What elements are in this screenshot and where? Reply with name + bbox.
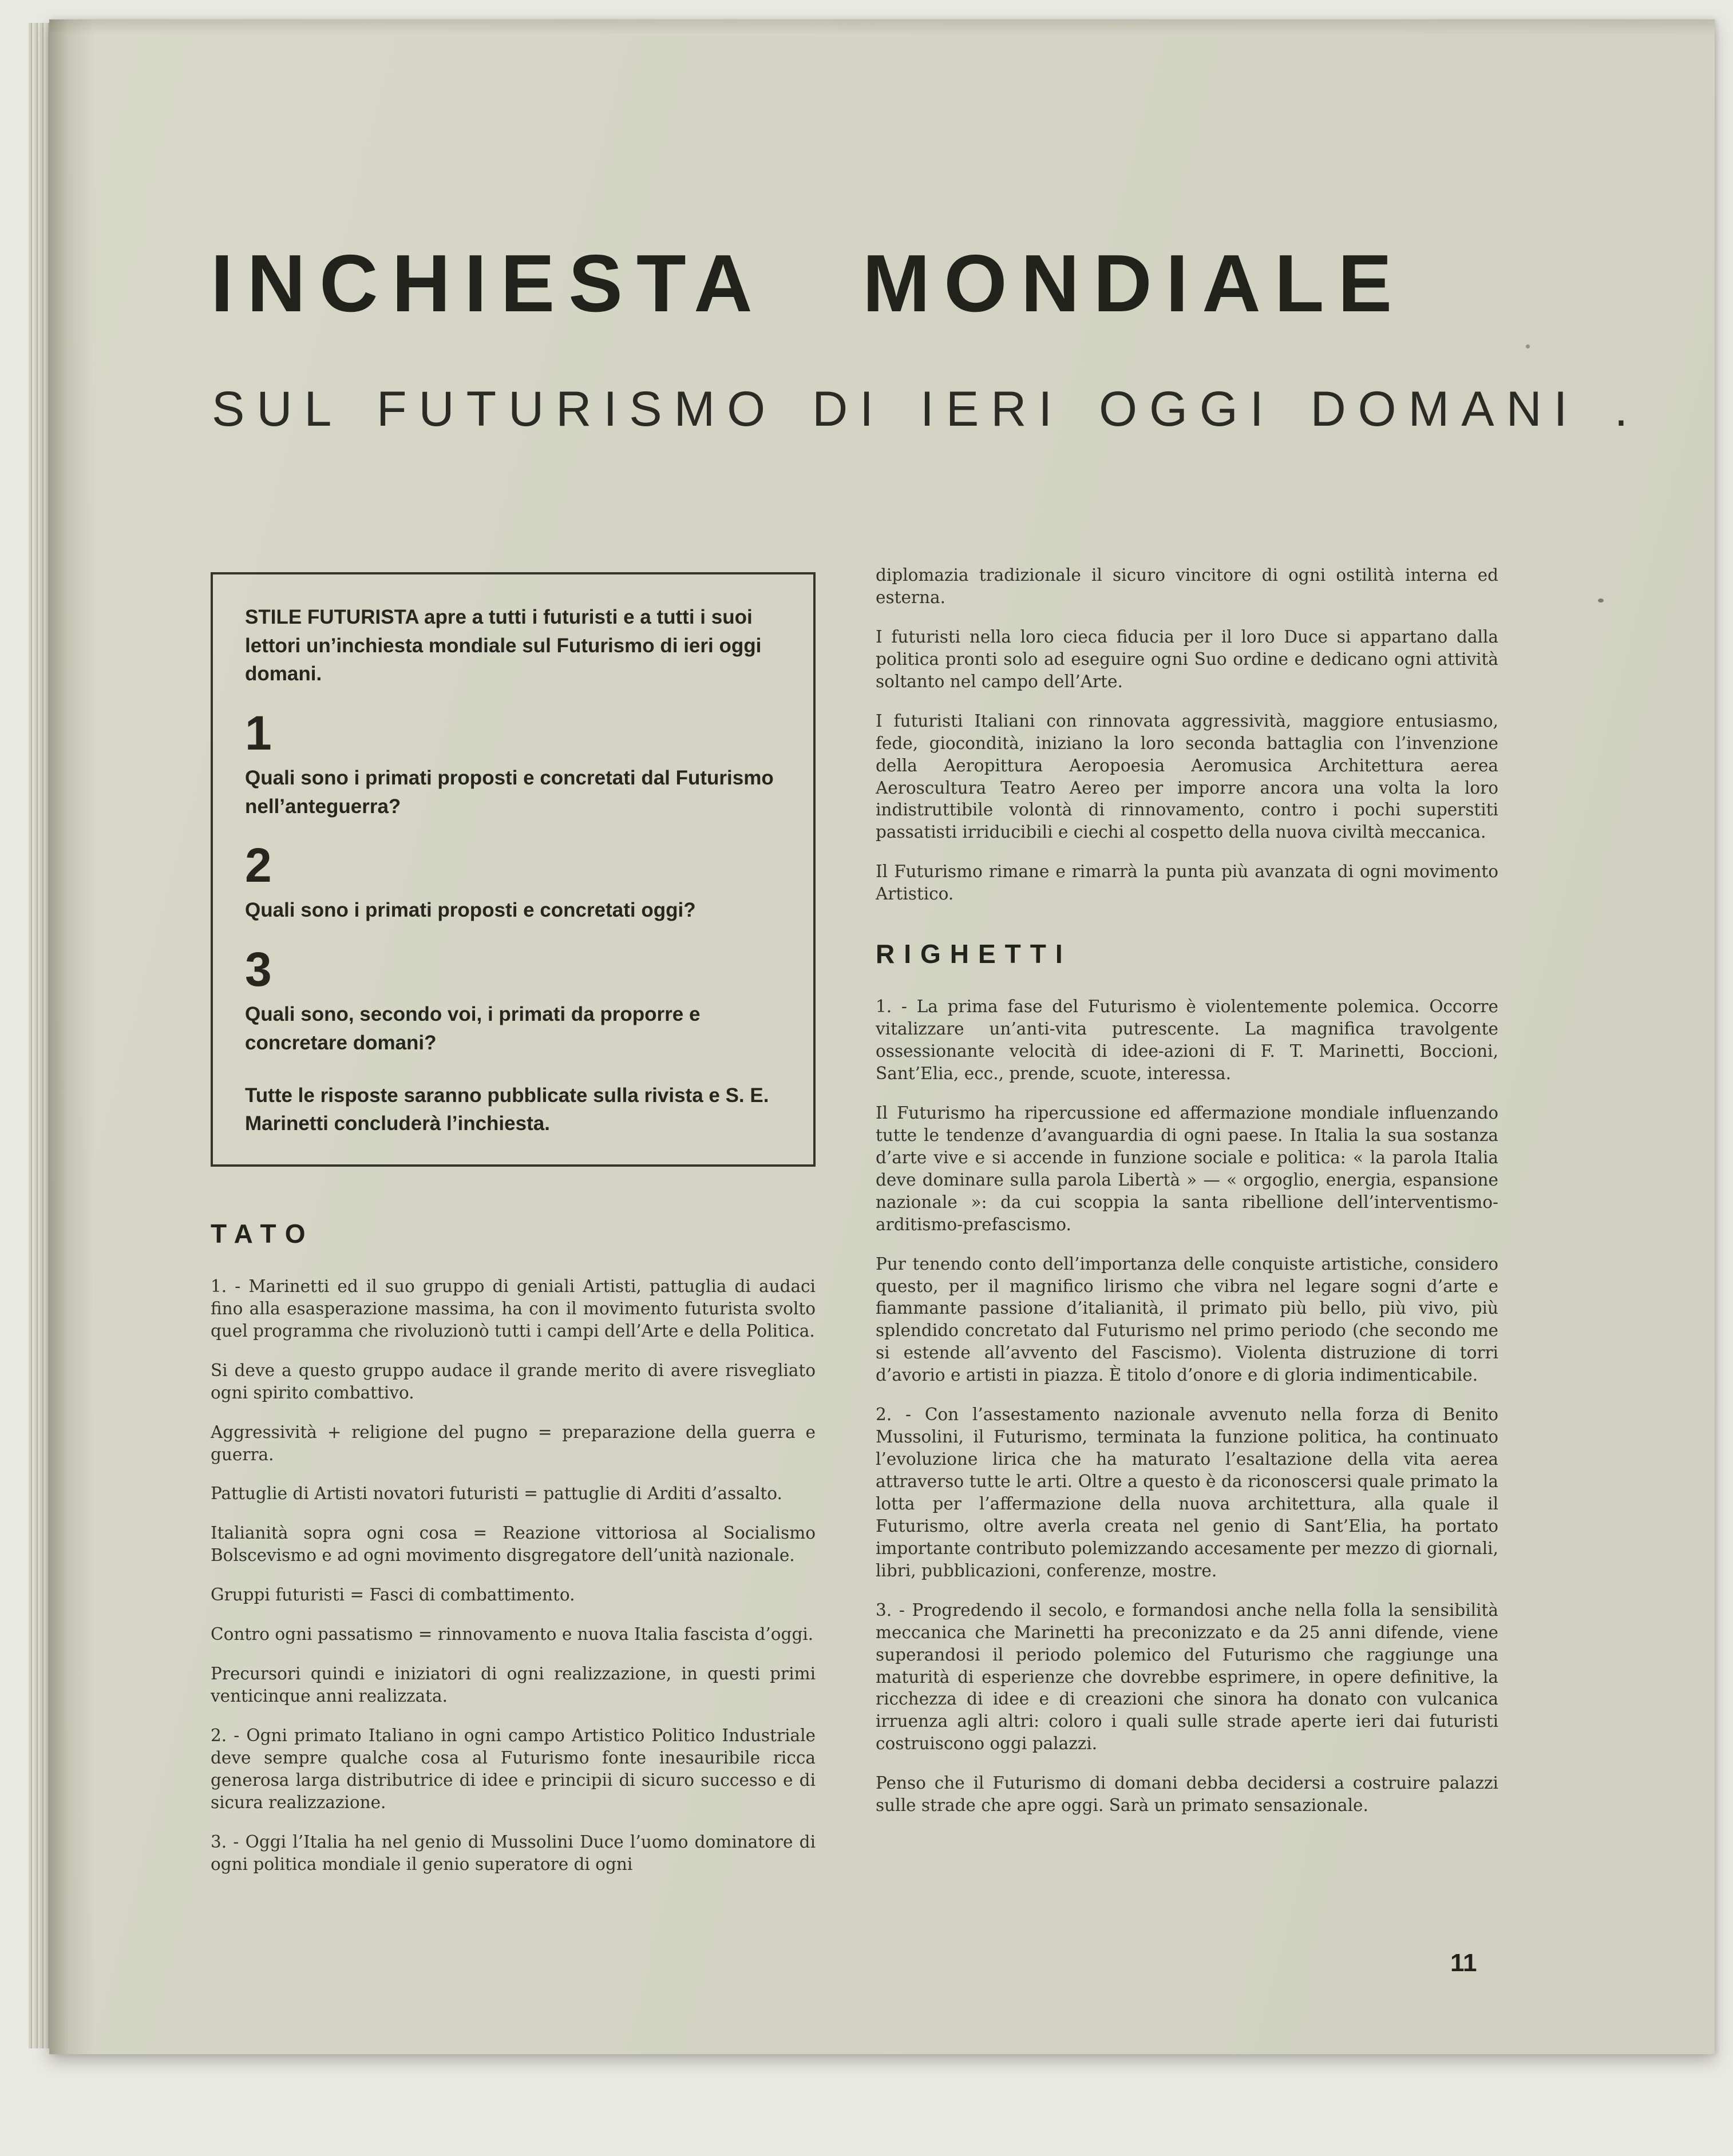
paragraph: I futuristi nella loro cieca fiducia per il loro Duce si appartano dalla politica pronti solo ad eseguire ogni Suo ordine e dedicano ogni attività soltanto nel campo dell’Arte. [876, 627, 1498, 691]
paragraph: Il Futurismo ha ripercussione ed affermazione mondiale influenzando tutte le tendenze d’avanguardia di ogni paese. In Italia la sua sostanza d’arte vive e si accende in funzione sociale e politica: « la parola Italia deve dominare sulla parola Libertà » — « orgoglio, energia, espansione nazionale »: da cui scoppia la santa ribellione dell’interventismo-arditismo-prefascismo. [876, 1103, 1498, 1234]
paragraph: Penso che il Futurismo di domani debba decidersi a costruire palazzi sulle strade che apre oggi. Sarà un primato sensazionale. [876, 1773, 1498, 1816]
inquiry-intro: STILE FUTURISTA apre a tutti i futuristi e a tutti i suoi lettori un’inchiesta mondiale sul Futurismo di ieri oggi domani. [245, 606, 762, 685]
question-text: Quali sono, secondo voi, i primati da proporre e concretare domani? [245, 1003, 701, 1054]
question-text: Quali sono i primati proposti e concretati dal Futurismo nell’anteguerra? [245, 767, 774, 818]
question-text: Quali sono i primati proposti e concretati oggi? [245, 899, 696, 922]
binding-page-edges [29, 23, 50, 2048]
page-subtitle: SUL FUTURISMO DI IERI OGGI DOMANI . [212, 382, 1640, 437]
page-title: INCHIESTA MONDIALE [211, 238, 1406, 329]
inquiry-question [245, 838, 781, 925]
section-heading-righetti: RIGHETTI [876, 939, 1072, 969]
paragraph: 3. - Oggi l’Italia ha nel genio di Mussolini Duce l’uomo dominatore di ogni politica mondiale il genio superatore di ogni [211, 1832, 816, 1874]
two-column-content [211, 564, 1498, 1893]
paragraph: Pur tenendo conto dell’importanza delle conquiste artistiche, considero questo, per il magnifico lirismo che vibra nel legare sogni d’arte e fiammante passione d’italianità, il primato più bello, più vivo, più splendido concretato dal Futurismo nel primo periodo (che secondo me si estende all’avvento del Fascismo). Violenta distruzione di torri d’avorio e artisti in piazza. È titolo d’onore e di gloria indimenticabile. [876, 1254, 1498, 1385]
paragraph: Precursori quindi e iniziatori di ogni realizzazione, in questi primi venticinque anni realizzata. [211, 1664, 816, 1706]
paragraph: Contro ogni passatismo = rinnovamento e nuova Italia fascista d’oggi. [211, 1624, 814, 1644]
paragraph: Gruppi futuristi = Fasci di combattimento. [211, 1585, 575, 1605]
question-number: 3 [245, 942, 272, 997]
inquiry-footer: Tutte le risposte saranno pubblicate sulla rivista e S. E. Marinetti concluderà l’inchiesta. [245, 1084, 769, 1135]
paragraph: Pattuglie di Artisti novatori futuristi = pattuglie di Arditi d’assalto. [211, 1484, 782, 1504]
left-column [211, 564, 816, 1893]
paragraph: Aggressività + religione del pugno = preparazione della guerra e guerra. [211, 1422, 816, 1464]
paragraph: I futuristi Italiani con rinnovata aggressività, maggiore entusiasmo, fede, giocondità, iniziano la loro seconda battaglia con l’invenzione della Aeropittura Aeropoesia Aeromusica Architettura aerea Aeroscultura Teatro Aereo per imporre ancora una volta la loro indistruttibile volontà di rinnovamento, contro i pochi superstiti passatisti irriducibili e ciechi al cospetto della nuova civiltà meccanica. [876, 711, 1498, 842]
inquiry-question [245, 942, 781, 1057]
paragraph: 1. - La prima fase del Futurismo è violentemente polemica. Occorre vitalizzare un’anti-vita putrescente. La magnifica travolgente ossessionante velocità di idee-azioni di F. T. Marinetti, Boccioni, Sant’Elia, ecc., prende, scuote, interessa. [876, 997, 1498, 1083]
section-heading-tato: TATO [211, 1218, 315, 1249]
inquiry-question [245, 706, 781, 821]
page-number: 11 [1450, 1949, 1477, 1977]
question-number: 1 [245, 706, 272, 760]
paragraph: 2. - Con l’assestamento nazionale avvenuto nella forza di Benito Mussolini, il Futurismo, terminata la funzione politica, ha continuato l’evoluzione lirica che ha maturato l’esaltazione della vita aerea attraverso tutte le arti. Oltre a questo è da riconoscersi quale primato la lotta per l’affermazione della nuova architettura, alla quale il Futurismo, oltre averla creata nel genio di Sant’Elia, ha portato importante contributo polemizzando accesamente per mezzo di giornali, libri, pubblicazioni, conferenze, mostre. [876, 1405, 1498, 1580]
paragraph: 1. - Marinetti ed il suo gruppo di geniali Artisti, pattuglia di audaci fino alla esasperazione massima, ha con il movimento futurista svolto quel programma che rivoluzionò tutti i campi dell’Arte e della Politica. [211, 1276, 816, 1341]
paragraph: Italianità sopra ogni cosa = Reazione vittoriosa al Socialismo Bolscevismo e ad ogni movimento disgregatore dell’unità nazionale. [211, 1523, 816, 1566]
paragraph: Si deve a questo gruppo audace il grande merito di avere risvegliato ogni spirito combattivo. [211, 1360, 816, 1402]
paragraph: diplomazia tradizionale il sicuro vincitore di ogni ostilità interna ed esterna. [876, 565, 1498, 607]
paragraph: Il Futurismo rimane e rimarrà la punta più avanzata di ogni movimento Artistico. [876, 862, 1498, 904]
scan-artifact [1598, 599, 1604, 603]
scan-artifact [1526, 344, 1530, 348]
paragraph: 3. - Progredendo il secolo, e formandosi anche nella folla la sensibilità meccanica che Marinetti ha preconizzato e da 25 anni difende, viene superandosi il periodo polemico del Futurismo che raggiunge una maturità di esperienze che dovrebbe esprimere, in opere definitive, la ricchezza di idee e di creazioni che sinora ha donato con vulcanica irruenza agli altri: coloro i quali sulle strade aperte ieri dai futuristi costruiscono oggi palazzi. [876, 1600, 1498, 1754]
inquiry-box [211, 572, 816, 1167]
magazine-page [49, 19, 1715, 2054]
question-number: 2 [245, 838, 272, 893]
right-column [876, 564, 1498, 1893]
paragraph: 2. - Ogni primato Italiano in ogni campo Artistico Politico Industriale deve sempre qualche cosa al Futurismo fonte inesauribile ricca generosa larga distributrice di idee e principii di sicuro successo e di sicura realizzazione. [211, 1726, 816, 1812]
